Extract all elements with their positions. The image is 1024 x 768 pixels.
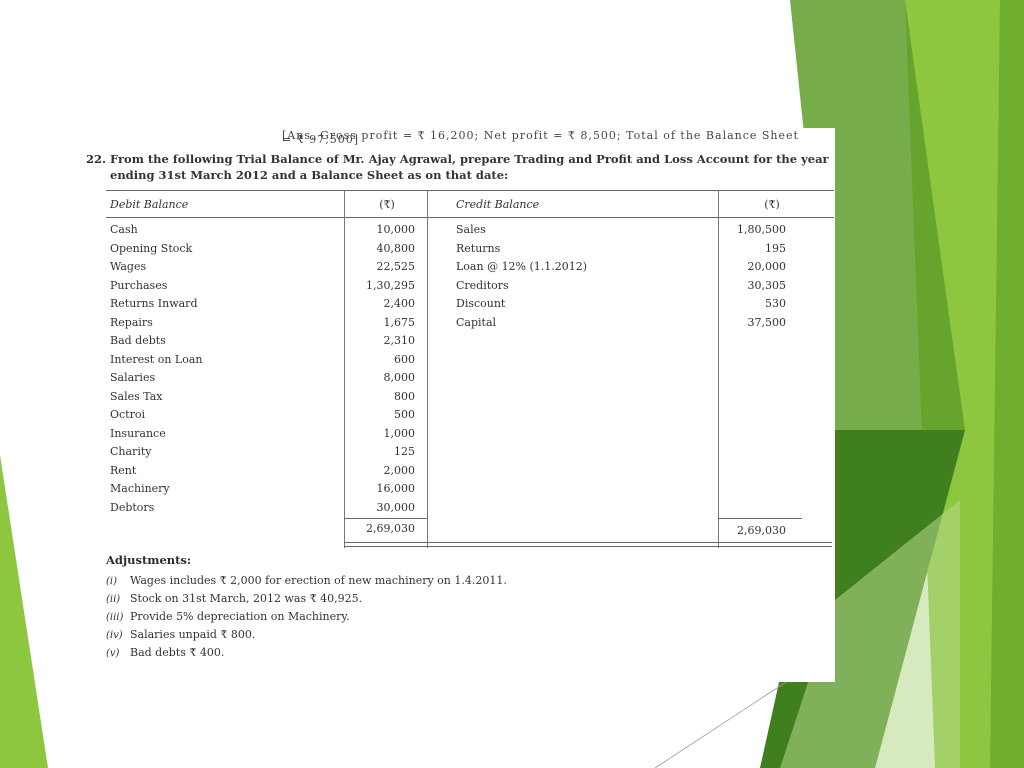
debit-balance-header: Debit Balance — [110, 198, 189, 211]
adjustment-number: (iv) — [106, 630, 123, 641]
adjustment-number: (ii) — [106, 594, 121, 605]
debit-amounts — [347, 221, 415, 517]
table-cell-amount: 530 — [765, 297, 786, 310]
adjustment-number: (i) — [106, 576, 118, 587]
table-cell-amount: 2,000 — [383, 463, 415, 477]
debit-total-top-rule — [344, 518, 427, 519]
scanned-question-page — [72, 128, 835, 682]
totals-bottom-rule-1 — [344, 542, 832, 543]
table-cell-amount: 195 — [765, 241, 786, 255]
table-row: Loan @ 12% (1.1.2012) — [456, 260, 588, 273]
table-cell-amount: 16,000 — [376, 482, 415, 495]
totals-bottom-rule-2 — [344, 546, 832, 547]
table-cell-amount: 800 — [394, 389, 415, 403]
table-row: Purchases — [110, 278, 168, 292]
list-item — [106, 608, 507, 626]
table-row: Returns — [456, 241, 501, 255]
adjustments-list — [106, 572, 507, 662]
list-item — [106, 626, 507, 644]
table-row: Machinery — [110, 482, 170, 495]
list-item — [106, 590, 507, 608]
table-row: Salaries — [110, 371, 156, 384]
table-row: Charity — [110, 445, 152, 458]
table-row: Wages — [110, 260, 147, 273]
credit-labels — [456, 221, 706, 332]
credit-amounts — [722, 221, 786, 332]
table-cell-amount: 2,310 — [383, 334, 415, 347]
table-row: Octroi — [110, 408, 145, 421]
table-cell-amount: 30,000 — [376, 500, 415, 514]
table-row: Cash — [110, 223, 138, 236]
table-row: Repairs — [110, 315, 153, 329]
table-row: Interest on Loan — [110, 352, 203, 366]
table-row: Opening Stock — [110, 241, 193, 255]
table-row: Capital — [456, 315, 497, 329]
debit-amount-header: (₹) — [379, 198, 395, 211]
table-cell-amount: 2,400 — [383, 297, 415, 310]
question-number: 22. — [86, 152, 107, 166]
table-cell-amount: 1,000 — [383, 426, 415, 440]
debit-labels — [110, 221, 330, 517]
table-row: Creditors — [456, 278, 509, 292]
table-cell-amount: 40,800 — [376, 241, 415, 255]
adjustment-text: Provide 5% depreciation on Machinery. — [130, 610, 350, 623]
table-cell-amount: 500 — [394, 408, 415, 421]
table-row: Bad debts — [110, 334, 166, 347]
table-cell-amount: 600 — [394, 352, 415, 366]
left-green-wedge — [0, 455, 48, 768]
adjustment-text: Bad debts ₹ 400. — [130, 646, 225, 659]
table-cell-amount: 37,500 — [747, 315, 786, 329]
adjustment-number: (v) — [106, 648, 120, 659]
adjustment-text: Salaries unpaid ₹ 800. — [130, 628, 256, 641]
table-row: Rent — [110, 463, 137, 477]
table-row: Returns Inward — [110, 297, 198, 310]
table-row: Debtors — [110, 500, 155, 514]
table-cell-amount: 30,305 — [747, 278, 786, 292]
table-cell-amount: 22,525 — [376, 260, 415, 273]
credit-amount-header: (₹) — [764, 198, 780, 211]
table-row: Sales Tax — [110, 389, 163, 403]
adjustment-text: Stock on 31st March, 2012 was ₹ 40,925. — [130, 592, 363, 605]
table-top-rule — [106, 190, 834, 191]
cut-off-answer-line: [Ans. Gross profit = ₹ 16,200; Net profit = ₹ 8,500; Total of the Balance Sheet = ₹ 97,500] — [282, 129, 799, 146]
table-cell-amount: 1,675 — [383, 315, 415, 329]
adjustment-number: (iii) — [106, 612, 124, 623]
debit-total: 2,69,030 — [366, 522, 415, 535]
table-cell-amount: 10,000 — [376, 223, 415, 236]
table-row: Sales — [456, 223, 486, 236]
credit-total-top-rule — [718, 518, 802, 519]
table-cell-amount: 1,80,500 — [737, 223, 786, 236]
credit-total: 2,69,030 — [737, 524, 786, 537]
credit-balance-header: Credit Balance — [456, 198, 540, 211]
table-cell-amount: 1,30,295 — [366, 278, 415, 292]
adjustments-heading: Adjustments: — [106, 553, 192, 567]
table-col-divider-1 — [344, 190, 345, 548]
table-col-divider-2 — [427, 190, 428, 548]
question-text: From the following Trial Balance of Mr. Ajay Agrawal, prepare Trading and Profit and Loss Account for the year ending 31st March 2012 and a Balance Sheet as on that date: — [110, 152, 829, 182]
table-cell-amount: 8,000 — [383, 371, 415, 384]
list-item — [106, 572, 507, 590]
table-cell-amount: 20,000 — [747, 260, 786, 273]
list-item — [106, 644, 507, 662]
table-col-divider-3 — [718, 190, 719, 548]
table-cell-amount: 125 — [394, 445, 415, 458]
table-row: Insurance — [110, 426, 166, 440]
table-row: Discount — [456, 297, 506, 310]
table-header-rule — [106, 217, 834, 218]
adjustment-text: Wages includes ₹ 2,000 for erection of new machinery on 1.4.2011. — [130, 574, 507, 587]
